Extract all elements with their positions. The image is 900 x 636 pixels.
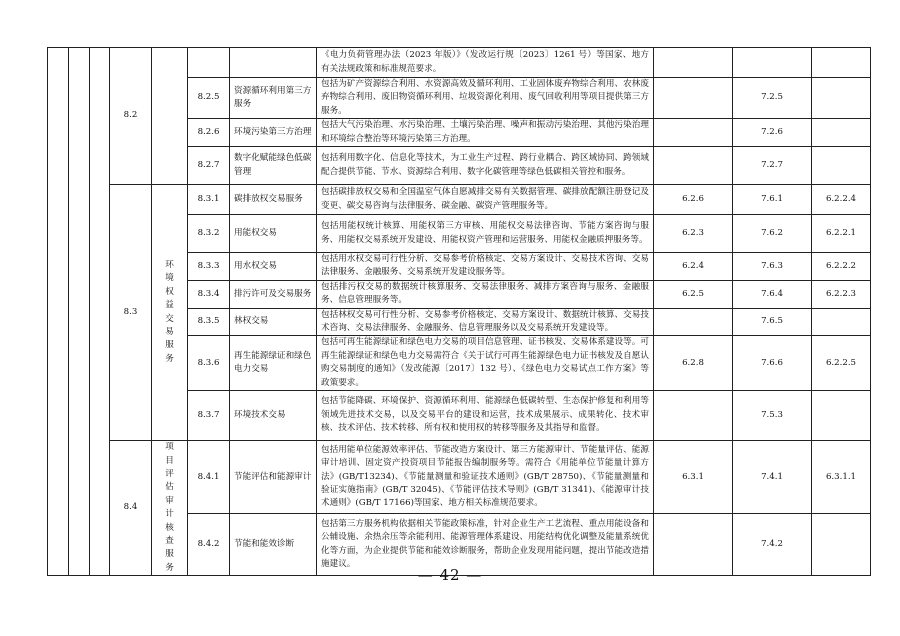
ref-code-2: 7.6.5 <box>733 308 812 336</box>
ref-code-1: 6.3.1 <box>654 441 733 514</box>
item-description: 《电力负荷管理办法（2023 年版）》（发改运行规〔2023〕1261 号）等国家、地方有关法规政策和标准规范要求。 <box>317 48 654 78</box>
ref-code-2: 7.6.4 <box>733 280 812 308</box>
table-row <box>48 441 871 514</box>
ref-code-2: 7.6.6 <box>733 336 812 391</box>
ref-code-3 <box>812 147 871 185</box>
section-code-cell <box>110 48 152 185</box>
ref-code-2: 7.6.3 <box>733 253 812 281</box>
item-description: 包括大气污染治理、水污染治理、土壤污染治理、噪声和振动污染治理、其他污染治理和环境综合整治等环境污染第三方治理。 <box>317 119 654 147</box>
ref-code-3: 6.2.2.1 <box>812 215 871 253</box>
item-code: 8.2.5 <box>188 78 230 119</box>
item-name: 再生能源绿证和绿色电力交易 <box>230 336 317 391</box>
ref-code-2: 7.6.2 <box>733 215 812 253</box>
item-description: 包括为矿产资源综合利用、水资源高效及循环利用、工业固体废弃物综合利用、农林废弃物综合利用、废旧物资循环利用、垃圾资源化利用、废气回收利用等项目提供第三方服务。 <box>317 78 654 119</box>
section-code-cell <box>110 441 152 576</box>
ref-code-2: 7.4.2 <box>733 514 812 576</box>
ref-code-1 <box>654 308 733 336</box>
ref-code-3: 6.2.2.3 <box>812 280 871 308</box>
section-code: 8.2 <box>123 110 138 121</box>
ref-code-1: 6.2.4 <box>654 253 733 281</box>
ref-code-1 <box>654 391 733 441</box>
item-code: 8.3.6 <box>188 336 230 391</box>
section-code: 8.4 <box>123 502 138 513</box>
item-description: 包括用能单位能源效率评估、节能改造方案设计、第三方能源审计、节能量评估、能源审计培训、固定资产投资项目节能报告编制服务等。需符合《用能单位节能量计算方法》(GB/T13234)、《节能量测量和验证技术通则》(GB/T 28750)、《节能量测量和验证实施指南》(GB/T 32045)、《节能评估技术导则》(GB/T 31341)、《能源审计技术通则》(GB/T 17166)等国家、地方相关标准规范要求。 <box>317 441 654 514</box>
ref-code-1 <box>654 147 733 185</box>
item-code: 8.2.6 <box>188 119 230 147</box>
item-description: 包括用水权交易可行性分析、交易参考价格核定、交易方案设计、交易技术咨询、交易法律服务、金融服务、交易系统开发建设服务等。 <box>317 253 654 281</box>
ref-code-1: 6.2.6 <box>654 185 733 215</box>
item-code: 8.3.5 <box>188 308 230 336</box>
table-row <box>48 185 871 215</box>
item-description: 包括排污权交易的数据统计核算服务、交易法律服务、减排方案咨询与服务、金融服务、信息管理服务等。 <box>317 280 654 308</box>
item-name: 用水权交易 <box>230 253 317 281</box>
item-code: 8.3.2 <box>188 215 230 253</box>
table-row <box>48 48 871 78</box>
ref-code-1: 6.2.5 <box>654 280 733 308</box>
ref-code-2: 7.4.1 <box>733 441 812 514</box>
item-code: 8.3.7 <box>188 391 230 441</box>
item-name: 排污许可及交易服务 <box>230 280 317 308</box>
ref-code-3 <box>812 391 871 441</box>
blank-col-2 <box>69 48 90 576</box>
ref-code-3: 6.3.1.1 <box>812 441 871 514</box>
item-description: 包括碳排放权交易和全国温室气体自愿减排交易有关数据管理、碳排放配额注册登记及变更、碳交易咨询与法律服务、碳金融、碳资产管理服务等。 <box>317 185 654 215</box>
ref-code-2: 7.2.6 <box>733 119 812 147</box>
item-code: 8.3.4 <box>188 280 230 308</box>
ref-code-3: 6.2.2.4 <box>812 185 871 215</box>
item-name <box>230 48 317 78</box>
ref-code-3 <box>812 48 871 78</box>
item-description: 包括第三方服务机构依据相关节能政策标准，针对企业生产工艺流程、重点用能设备和公辅设施、余热余压等余能利用、能源管理体系建设、用能结构优化调整及能量系统优化等方面，为企业提供节能和能效诊断服务，帮助企业发现用能问题，提出节能改造措施建议。 <box>317 514 654 576</box>
item-name: 碳排放权交易服务 <box>230 185 317 215</box>
item-code <box>188 48 230 78</box>
item-code: 8.4.1 <box>188 441 230 514</box>
item-description: 包括用能权统计核算、用能权第三方审核、用能权交易法律咨询、节能方案咨询与服务、用能权交易系统开发建设、用能权资产管理和运营服务、用能权金融质押服务等。 <box>317 215 654 253</box>
blank-col-3 <box>90 48 110 576</box>
blank-col-1 <box>48 48 69 576</box>
item-name: 数字化赋能绿色低碳管理 <box>230 147 317 185</box>
ref-code-3: 6.2.2.2 <box>812 253 871 281</box>
classification-table <box>47 47 871 576</box>
category-cell <box>152 441 188 576</box>
item-code: 8.4.2 <box>188 514 230 576</box>
category-cell <box>152 48 188 185</box>
ref-code-2: 7.6.1 <box>733 185 812 215</box>
ref-code-3: 6.2.2.5 <box>812 336 871 391</box>
item-name: 节能和能效诊断 <box>230 514 317 576</box>
item-name: 节能评估和能源审计 <box>230 441 317 514</box>
ref-code-1 <box>654 48 733 78</box>
item-code: 8.3.3 <box>188 253 230 281</box>
ref-code-3 <box>812 78 871 119</box>
ref-code-1: 6.2.3 <box>654 215 733 253</box>
category-label: 环境权益交易服务 <box>165 259 174 364</box>
item-description: 包括可再生能源绿证和绿色电力交易的项目信息管理、证书核发、交易体系建设等。可再生能源绿证和绿色电力交易需符合《关于试行可再生能源绿色电力证书核发及自愿认购交易制度的通知》（发改能源〔2017〕132 号）、《绿色电力交易试点工作方案》等政策要求。 <box>317 336 654 391</box>
item-name: 环境污染第三方治理 <box>230 119 317 147</box>
item-description: 包括利用数字化、信息化等技术，为工业生产过程、跨行业耦合、跨区域协同、跨领域配合提供节能、节水、资源综合利用、数字化碳管理等绿色低碳相关管控和服务。 <box>317 147 654 185</box>
ref-code-1: 6.2.8 <box>654 336 733 391</box>
item-name: 环境技术交易 <box>230 391 317 441</box>
ref-code-2 <box>733 48 812 78</box>
item-name: 资源循环利用第三方服务 <box>230 78 317 119</box>
ref-code-2: 7.2.7 <box>733 147 812 185</box>
section-code: 8.3 <box>123 306 138 317</box>
ref-code-1 <box>654 78 733 119</box>
item-name: 林权交易 <box>230 308 317 336</box>
item-description: 包括林权交易可行性分析、交易参考价格核定、交易方案设计、数据统计核算、交易技术咨询、交易法律服务、金融服务、信息管理服务以及交易系统开发建设等。 <box>317 308 654 336</box>
page-number: — 42 — <box>417 566 483 584</box>
item-description: 包括节能降碳、环境保护、资源循环利用、能源绿色低碳转型、生态保护修复和利用等领域先进技术交易，以及交易平台的建设和运营，技术成果展示、成果转化、技术审核、技术评估、技术转移、所有权和使用权的转移等服务及其指导和监督。 <box>317 391 654 441</box>
category-label: 项目评估审计核查服务 <box>165 442 174 573</box>
item-code: 8.2.7 <box>188 147 230 185</box>
section-code-cell <box>110 185 152 441</box>
ref-code-1 <box>654 119 733 147</box>
category-cell <box>152 185 188 441</box>
ref-code-3 <box>812 308 871 336</box>
table-body <box>48 48 871 576</box>
ref-code-2: 7.5.3 <box>733 391 812 441</box>
ref-code-2: 7.2.5 <box>733 78 812 119</box>
item-name: 用能权交易 <box>230 215 317 253</box>
ref-code-3 <box>812 119 871 147</box>
item-code: 8.3.1 <box>188 185 230 215</box>
